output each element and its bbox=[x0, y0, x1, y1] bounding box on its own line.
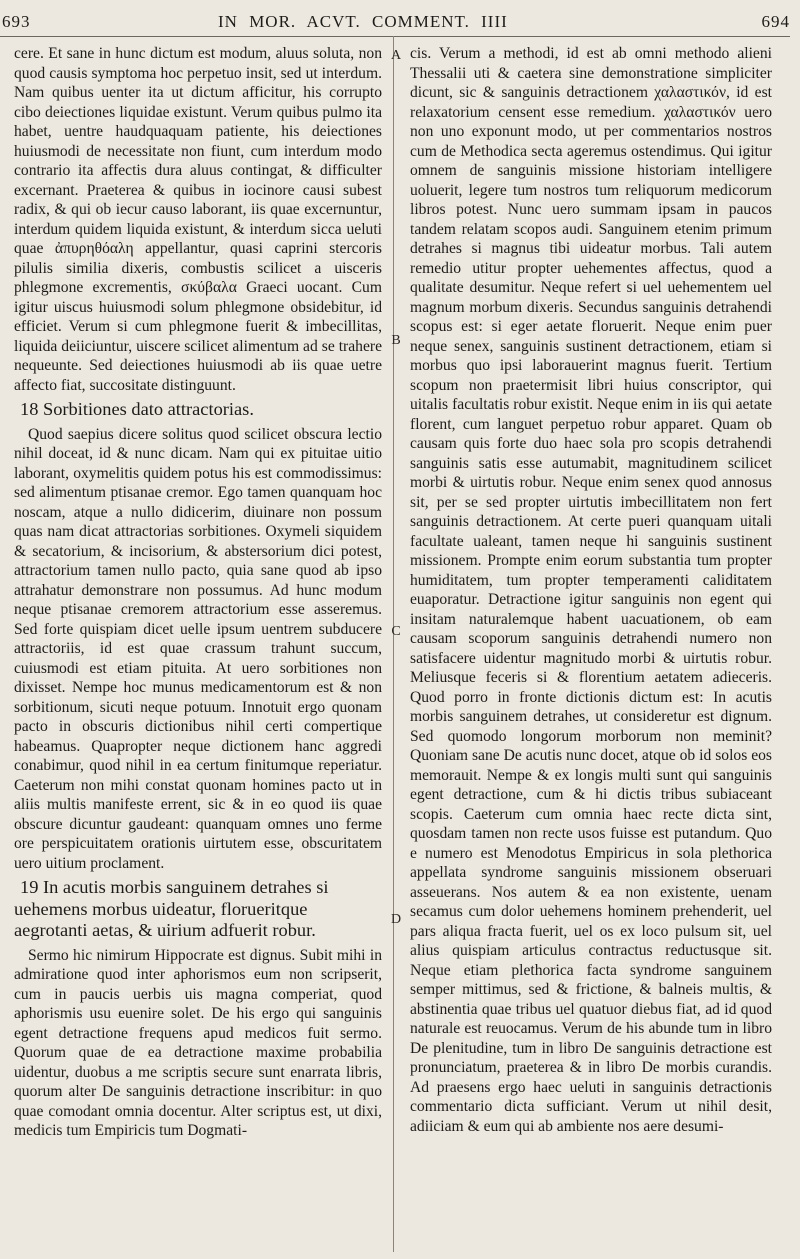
running-title: IN MOR. ACVT. COMMENT. IIII bbox=[218, 12, 508, 31]
margin-marker-a: A bbox=[390, 48, 402, 63]
right-paragraph-1: cis. Verum a methodi, id est ab omni methodo alieni Thessalii uti & caetera sine demonstratione simpliciter dicunt, sic & sanguinis detractionem χαλαστικόν, id est relaxatorium censent esse remedium. χαλαστικόν uero non uno exponunt modo, ut per commentarios nostros cum de Methodica secta ageremus ostendimus. Qui igitur omnem de sanguinis missione historiam intelligere uoluerit, legere tum nostros tum reliquorum medicorum libros potest. Nunc uero summam ipsam in paucos tandem relatam scopos audi. Sanguinem etenim primum detrahes si magnus tibi uideatur morbus. Tali autem remedio utitur propter uehementes affectus, quod a qualitate desumitur. Neque refert si uel uehementem uel magnum morbum dixeris. Secundus sanguinis detrahendi scopus est: si eger aetate floruerit. Neque enim puer neque senex, sanguinis sustinent detractionem, etiam si morbus quo ipsi laborauerint magnus fuerit. Tertium scopum non praetermisit libri huius conscriptor, qui uitalis facultatis robur existit. Neque enim in iis qui aetate florent, cum languet perpetuo robur apparet. Quam ob causam quis forte duo haec sola pro scopis detrahendi sanguinis satis esse autumabit, magnitudinem scilicet morbi & uirtutis robur. Neque enim senex quod annosus sit, per se sed propter uirtutis imbecillitatem non fert sanguinis detractionem. At certe pueri quanquam uitali facultate ualeant, tamen neque hi sanguinis sustinent missionem. Prompte enim eorum substantia tum propter humiditatem, tum propter temperamenti caliditatem euaporatur. Detractione igitur sanguinis non egent qui insitam naturalemque habent uacuationem, ob eam causam scoporum sanguinis detrahendi numero non satisfacere uidentur magnitudo morbi & uirtutis robur. Meliusque feceris si & florentium aetatem adieceris. Quod porro in fronte dictionis dictum est: In acutis morbis sanguinem detrahes, ut consideretur est dignum. Sed quomodo longorum morborum non meminit? Quoniam sane De acutis nunc docet, atque ob id solos eos memorauit. Nempe & ex longis multi sunt qui sanguinis egent detractione, cum & hi dictis tribus subiaceant scopis. Caeterum cum omnia haec recte dicta sint, quosdam tamen non recte usos fuisse est putandum. Quo e numero est Menodotus Empiricus in sola plethorica appellata syndrome sanguinis missionem obseruari asseuerans. Nos autem & ea non existente, uenam secamus cum dolor uehemens hominem prehenderit, uel pars aliqua fracta fuerit, uel os ex loco pulsum sit, uel alius quispiam articulus contractus reductusque sit. Neque etiam plethorica facta syndrome sanguinem semper mittimus, sed & frictione, & balneis multis, & abstinentia quae tribus uel quatuor diebus fiat, ad id quod naturale est reuocamus. Verum de his abunde tum in libro De plenitudine, tum in libro De sanguinis detractione est pronunciatum, praeterea & in libro De morbis curandis. Ad praesens ergo haec ueluti in sanguinis detractionis commentario dicta sufficiant. Verum ut nihil desit, adiiciam & eum qui ab ambiente nos aere desumi- bbox=[410, 45, 772, 1135]
right-column bbox=[410, 44, 772, 1136]
section-heading-19: 19 In acutis morbis sanguinem detrahes si uehemens morbus uideatur, florueritque aegrotanti aetas, & uirium adfuerit robur. bbox=[14, 877, 329, 940]
margin-marker-c: C bbox=[391, 624, 401, 639]
page-number-right: 694 bbox=[761, 12, 790, 31]
left-paragraph-3: Sermo hic nimirum Hippocrate est dignus. Subit mihi in admiratione quod inter aphorismos eum non scripserit, cum in paucis uerbis uis magna comperiat, quod aphorismis usu euenire solet. De his ergo qui sanguinis egent detractione frequens apud medicos fuit sermo. Quorum quae de ea detractione maxime probabilia uidentur, duobus a me scriptis secure sunt enarrata libris, quorum alter De sanguinis detractione inscribitur: in quo quae comodant omnia docentur. Alter scriptus est, ut dixi, medicis tum Empiricis tum Dogmati- bbox=[14, 946, 382, 1139]
header-rule bbox=[0, 36, 790, 37]
column-divider bbox=[393, 36, 394, 1252]
left-column bbox=[14, 44, 382, 1141]
left-paragraph-2: Quod saepius dicere solitus quod scilicet obscura lectio nihil doceat, id & nunc dicam. Nam qui ex pituitae uitio laborant, oxymelitis quidem potus his est commodissimus: sed alimentum ptisanae cremor. Ego tamen quanquam hoc noscam, atque a nullo didicerim, diuinare non possum quas nam dicat attractorias sorbitiones. Oxymeli siquidem & secatorium, & incisorium, & abstersorium dici potest, attractorium tamen nullo pacto, quia sane quod ab ipso attrahatur demonstrare non possumus. Ad hunc modum neque ptisanae cremorem attractorium esse asseremus. Sed forte quispiam dicet uelle ipsum uentrem subducere attractoriis, id est quae crassum trahunt succum, cuiusmodi est etiam pituita. At uero sorbitiones non dixisset. Nempe hoc munus medicamentorum est & non sorbitionum, sicuti neque potuum. Innotuit ergo quonam pacto in obscuris dictionibus nihil certi compertique habeamus. Quapropter neque dictionem hanc aggredi conabimur, quod nihil in ea certum finitumque reperiatur. Caeterum non mihi constat quonam homines pacto ut in aliis multis manifeste errent, sic & in eo quod iis quae obscure dicuntur gaudeant: quanquam omnes uno ferme ore perspicuitatem orationis uirtutem esse, obscuritatem uero uitium proclament. bbox=[14, 425, 382, 872]
page-number-left: 693 bbox=[2, 12, 31, 31]
margin-marker-b: B bbox=[391, 333, 401, 348]
section-heading-18: 18 Sorbitiones dato attractorias. bbox=[20, 399, 254, 419]
page-header bbox=[0, 0, 800, 40]
left-paragraph-1: cere. Et sane in hunc dictum est modum, aluus soluta, non quod causis symptoma hoc perpetuo insit, sed ut interdum. Nam quibus uenter ita ut dictum afficitur, his corrupto cibo deiectiones liquidae existunt. Verum quibus pulmo ita habet, uentre haudquaquam patiente, his deiectiones huiusmodi de necessitate non fiunt, cum interdum modo contrario ita affectis dura aluus contingat, & difficulter excernant. Praeterea & quibus in iocinore causi subest radix, & qui ob iecur causo laborant, iis quae excernuntur, interdum quidem liquida existunt, & interdum sicca ueluti quae ἀπυρηθόαλη appellantur, quasi caprini stercoris pilulis similia dixeris, combustis scilicet a uisceris phlegmone excrementis, σκύβαλα Graeci uocant. Cum igitur uiscus huiusmodi solum phlegmone obsidebitur, id efficiet. Verum si cum phlegmone fuerit & imbecillitas, liquida deiiciuntur, uiscere scilicet alimentum ad se trahere nequeunte. Sed deiectiones huiusmodi ab iis quae uetre affecto fiat, succositate distinguunt. bbox=[14, 45, 382, 394]
margin-marker-d: D bbox=[390, 912, 402, 927]
